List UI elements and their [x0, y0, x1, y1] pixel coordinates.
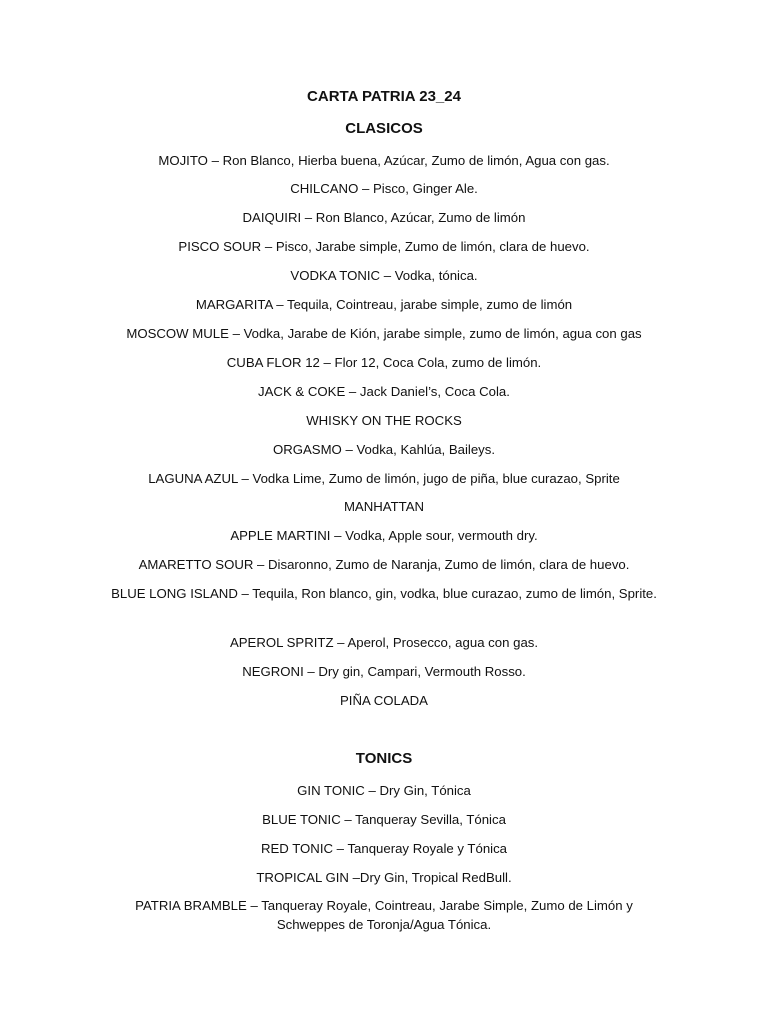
menu-item-apple-martini: APPLE MARTINI – Vodka, Apple sour, vermouth dry. [230, 528, 538, 543]
document-title: CARTA PATRIA 23_24 [307, 88, 461, 105]
menu-item-jack-coke: JACK & COKE – Jack Daniel’s, Coca Cola. [258, 384, 510, 399]
menu-item-pina-colada: PIÑA COLADA [340, 693, 428, 708]
menu-item-whisky-on-the-rocks: WHISKY ON THE ROCKS [306, 413, 462, 428]
menu-item-daiquiri: DAIQUIRI – Ron Blanco, Azúcar, Zumo de limón [242, 210, 526, 225]
menu-item-vodka-tonic: VODKA TONIC – Vodka, tónica. [290, 268, 478, 283]
menu-item-amaretto-sour: AMARETTO SOUR – Disaronno, Zumo de Naranja, Zumo de limón, clara de huevo. [138, 557, 630, 572]
menu-item-laguna-azul: LAGUNA AZUL – Vodka Lime, Zumo de limón, jugo de piña, blue curazao, Sprite [148, 471, 620, 486]
menu-item-blue-tonic: BLUE TONIC – Tanqueray Sevilla, Tónica [262, 812, 506, 827]
menu-item-orgasmo: ORGASMO – Vodka, Kahlúa, Baileys. [272, 442, 496, 457]
menu-item-manhattan: MANHATTAN [343, 499, 425, 514]
menu-item-moscow-mule: MOSCOW MULE – Vodka, Jarabe de Kión, jarabe simple, zumo de limón, agua con gas [126, 326, 642, 341]
section-heading-tonics: TONICS [355, 750, 413, 767]
menu-item-cuba-flor-12: CUBA FLOR 12 – Flor 12, Coca Cola, zumo de limón. [226, 355, 542, 370]
menu-item-blue-long-island: BLUE LONG ISLAND – Tequila, Ron blanco, gin, vodka, blue curazao, zumo de limón, Sprite. [111, 586, 657, 601]
section-heading-clasicos: CLASICOS [345, 120, 423, 137]
menu-item-aperol-spritz: APEROL SPRITZ – Aperol, Prosecco, agua con gas. [229, 635, 539, 650]
menu-item-tropical-gin: TROPICAL GIN –Dry Gin, Tropical RedBull. [256, 870, 512, 885]
menu-item-pisco-sour: PISCO SOUR – Pisco, Jarabe simple, Zumo de limón, clara de huevo. [178, 239, 590, 254]
menu-item-negroni: NEGRONI – Dry gin, Campari, Vermouth Rosso. [242, 664, 526, 679]
menu-item-mojito: MOJITO – Ron Blanco, Hierba buena, Azúcar, Zumo de limón, Agua con gas. [158, 153, 610, 168]
menu-item-red-tonic: RED TONIC – Tanqueray Royale y Tónica [260, 841, 508, 856]
menu-item-patria-bramble: PATRIA BRAMBLE – Tanqueray Royale, Cointreau, Jarabe Simple, Zumo de Limón y Schweppes de Toronja/Agua Tónica. [135, 898, 633, 932]
menu-item-chilcano: CHILCANO – Pisco, Ginger Ale. [290, 181, 478, 196]
menu-item-margarita: MARGARITA – Tequila, Cointreau, jarabe simple, zumo de limón [195, 297, 573, 312]
menu-item-gin-tonic: GIN TONIC – Dry Gin, Tónica [297, 783, 471, 798]
